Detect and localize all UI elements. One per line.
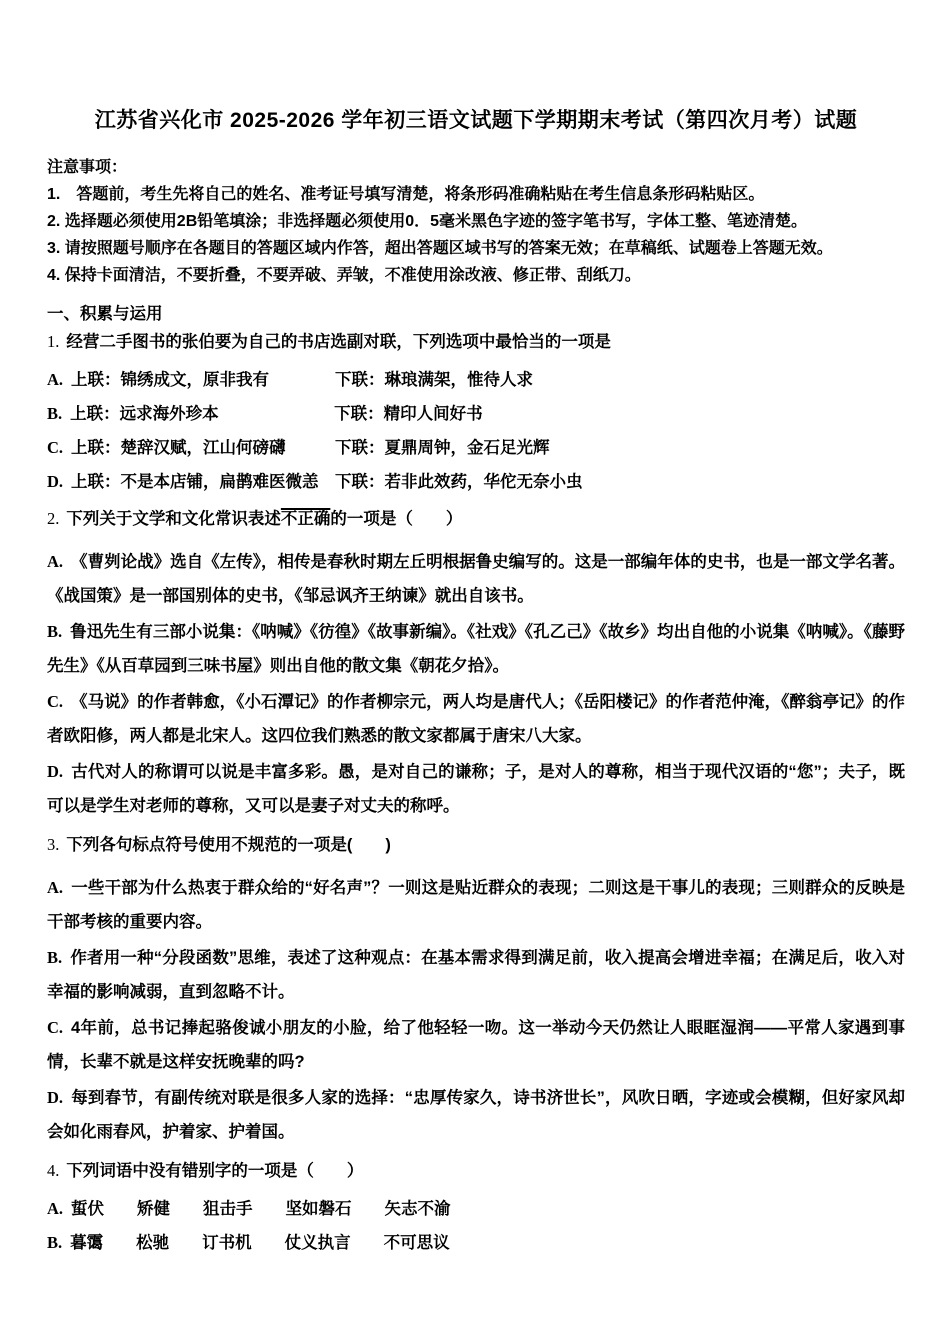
word-item: 暮霭 <box>70 1234 104 1252</box>
word-item: 订书机 <box>202 1234 252 1252</box>
word-item: 蜇伏 <box>71 1200 105 1218</box>
q4-stem-text: 下列词语中没有错别字的一项是（ ） <box>66 1162 364 1180</box>
option-letter: A. <box>47 878 64 897</box>
exam-title: 江苏省兴化市 2025-2026 学年初三语文试题下学期期末考试（第四次月考）试题 <box>94 109 858 132</box>
couplet-upper: 上联：不是本店铺，扁鹊难医微恙 <box>71 473 319 491</box>
q2-number: 2. <box>47 509 60 528</box>
couplet-upper: 上联：楚辞汉赋，江山何磅礴 <box>71 439 286 457</box>
question-2 <box>47 505 905 823</box>
option-letter: D. <box>47 762 64 781</box>
q2-option-b <box>47 615 905 683</box>
option-letter: D. <box>47 472 64 491</box>
notice-heading: 注意事项： <box>47 159 128 176</box>
couplet-lower: 下联：夏鼎周钟，金石足光辉 <box>335 439 550 457</box>
q1-option-a <box>47 363 905 397</box>
word-item: 仗义执言 <box>284 1234 351 1252</box>
q3-option-c <box>47 1011 905 1079</box>
option-text: 一些干部为什么热衷于群众给的“好名声”？一则这是贴近群众的表现；二则这是干事儿的表现；三则群众的反映是干部考核的重要内容。 <box>47 879 905 931</box>
option-text: 《马说》的作者韩愈，《小石潭记》的作者柳宗元，两人均是唐代人；《岳阳楼记》的作者范仲淹，《醉翁亭记》的作者欧阳修，两人都是北宋人。这四位我们熟悉的散文家都属于唐宋八大家。 <box>47 693 905 745</box>
q2-option-a <box>47 545 905 613</box>
couplet-upper: 上联：远求海外珍本 <box>70 405 219 423</box>
q3-stem <box>47 831 905 859</box>
option-letter: A. <box>47 1199 64 1218</box>
notice-section <box>47 154 905 289</box>
option-letter: B. <box>47 1233 63 1252</box>
couplet-lower: 下联：若非此效药，华佗无奈小虫 <box>335 473 583 491</box>
q1-stem-text: 经营二手图书的张伯要为自己的书店选副对联，下列选项中最恰当的一项是 <box>66 333 611 351</box>
notice-item-2: 2. 选择题必须使用2B铅笔填涂；非选择题必须使用0．5毫米黑色字迹的签字笔书写，字体工整、笔迹清楚。 <box>47 213 808 230</box>
q3-number: 3. <box>47 835 60 854</box>
section-heading: 一、积累与运用 <box>47 305 163 323</box>
q4-stem <box>47 1157 905 1185</box>
q1-option-c <box>47 431 905 465</box>
couplet-lower: 下联：琳琅满架，惟待人求 <box>335 371 534 389</box>
word-item: 坚如磐石 <box>285 1200 352 1218</box>
option-letter: C. <box>47 1018 64 1037</box>
q4-option-a <box>47 1192 905 1226</box>
option-text: 作者用一种“分段函数”思维，表述了这种观点：在基本需求得到满足前，收入提高会增进幸福；在满足后，收入对幸福的影响减弱，直到忽略不计。 <box>47 949 905 1001</box>
q2-stem-emphasis: 不正确 <box>280 510 331 528</box>
q1-stem <box>47 328 905 356</box>
q3-stem-text: 下列各句标点符号使用不规范的一项是( ) <box>66 836 391 854</box>
question-3 <box>47 831 905 1149</box>
word-item: 松驰 <box>136 1234 170 1252</box>
option-text: 古代对人的称谓可以说是丰富多彩。愚，是对自己的谦称；子，是对人的尊称，相当于现代汉语的“您”；夫子，既可以是学生对老师的尊称，又可以是妻子对丈夫的称呼。 <box>47 763 905 815</box>
notice-item-1: 1. 答题前，考生先将自己的姓名、准考证号填写清楚，将条形码准确粘贴在考生信息条形码粘贴区。 <box>47 186 765 203</box>
option-text: 4年前，总书记捧起骆俊诚小朋友的小脸，给了他轻轻一吻。这一举动今天仍然让人眼眶湿润——平常人家遇到事情，长辈不就是这样安抚晚辈的吗? <box>47 1019 905 1071</box>
q3-option-a <box>47 871 905 939</box>
couplet-upper: 上联：锦绣成文，原非我有 <box>71 371 270 389</box>
option-letter: D. <box>47 1088 64 1107</box>
option-letter: B. <box>47 622 63 641</box>
q4-number: 4. <box>47 1161 60 1180</box>
q3-option-d <box>47 1081 905 1149</box>
q1-number: 1. <box>47 332 60 351</box>
q2-option-d <box>47 755 905 823</box>
q2-stem-text: 下列关于文学和文化常识表述 <box>66 510 281 528</box>
q2-stem-tail: 的一项是（ ） <box>330 510 463 528</box>
option-text: 每到春节，有副传统对联是很多人家的选择：“忠厚传家久，诗书济世长”，风吹日晒，字迹或会模糊，但好家风却会如化雨春风，护着家、护着国。 <box>47 1089 905 1141</box>
q1-option-d <box>47 465 905 499</box>
option-text: 《曹刿论战》选自《左传》，相传是春秋时期左丘明根据鲁史编写的。这是一部编年体的史书，也是一部文学名著。《战国策》是一部国别体的史书，《邹忌讽齐王纳谏》就出自该书。 <box>47 553 905 605</box>
option-letter: B. <box>47 948 63 967</box>
option-text: 鲁迅先生有三部小说集：《呐喊》《彷徨》《故事新编》。《社戏》《孔乙己》《故乡》均出自他的小说集《呐喊》。《藤野先生》《从百草园到三味书屋》则出自他的散文集《朝花夕拾》。 <box>47 623 905 675</box>
q2-stem <box>47 505 905 533</box>
notice-item-3: 3. 请按照题号顺序在各题目的答题区域内作答，超出答题区域书写的答案无效；在草稿纸、试题卷上答题无效。 <box>47 240 833 257</box>
question-4 <box>47 1157 905 1260</box>
option-letter: C. <box>47 438 64 457</box>
option-letter: A. <box>47 552 64 571</box>
option-letter: B. <box>47 404 63 423</box>
question-1 <box>47 328 905 499</box>
option-letter: C. <box>47 692 64 711</box>
q4-option-b <box>47 1226 905 1260</box>
q1-option-b <box>47 397 905 431</box>
word-item: 矫健 <box>137 1200 171 1218</box>
notice-item-4: 4. 保持卡面清洁，不要折叠，不要弄破、弄皱，不准使用涂改液、修正带、刮纸刀。 <box>47 267 641 284</box>
option-letter: A. <box>47 370 64 389</box>
couplet-lower: 下联：精印人间好书 <box>334 405 483 423</box>
word-item: 矢志不渝 <box>384 1200 451 1218</box>
word-item: 不可思议 <box>383 1234 450 1252</box>
q3-option-b <box>47 941 905 1009</box>
word-item: 狙击手 <box>203 1200 253 1218</box>
q2-option-c <box>47 685 905 753</box>
